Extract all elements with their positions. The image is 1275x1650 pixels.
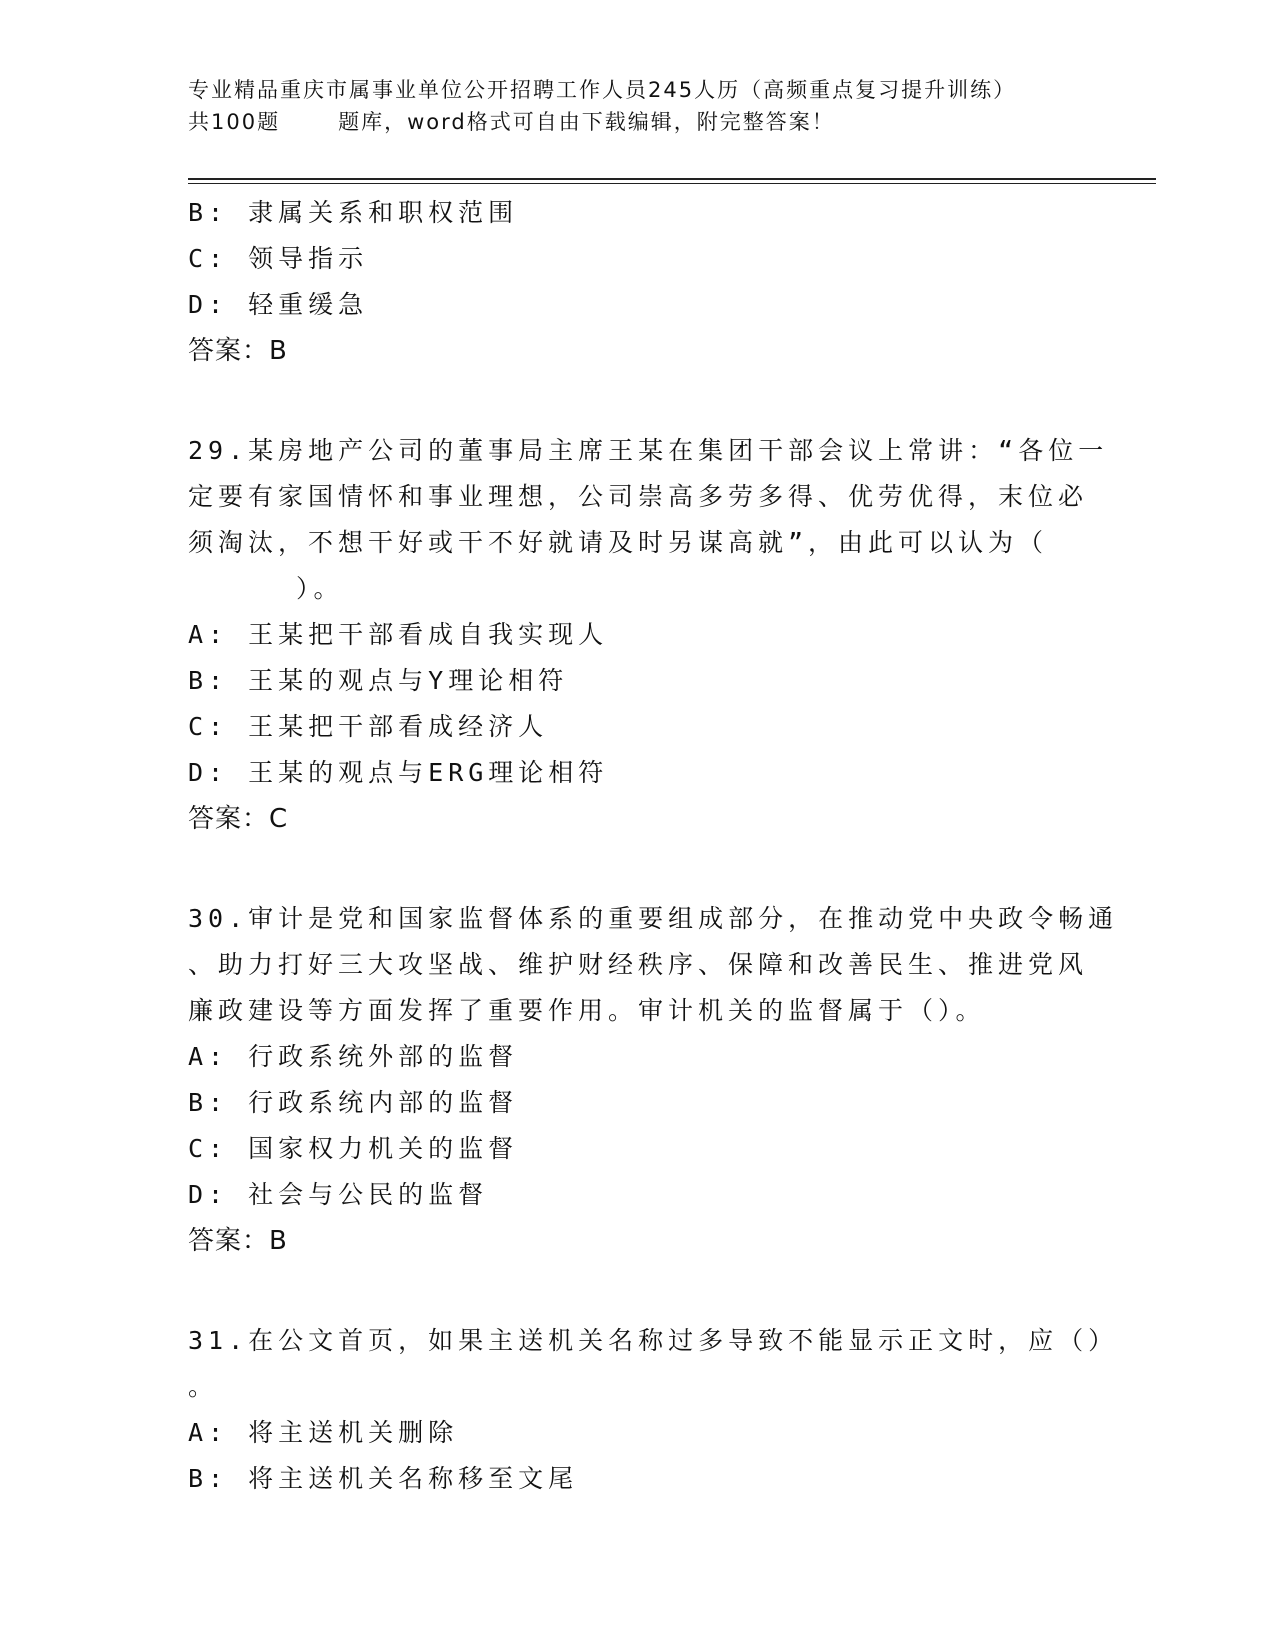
question-list <box>188 190 1119 1502</box>
option-d: D: 轻重缓急 <box>188 290 369 319</box>
header-title: 专业精品重庆市属事业单位公开招聘工作人员245人历（高频重点复习提升训练） <box>188 78 1017 102</box>
question-stem: 30.审计是党和国家监督体系的重要组成部分，在推动党中央政令畅通 <box>188 904 1119 933</box>
option-d: D: 社会与公民的监督 <box>188 1180 489 1209</box>
question-count: 共100题 <box>188 110 281 134</box>
option-b: B: 将主送机关名称移至文尾 <box>188 1464 579 1493</box>
question-stem: ）。 <box>296 574 344 603</box>
option-c: C: 国家权力机关的监督 <box>188 1134 519 1163</box>
header-rule-thin <box>188 183 1156 184</box>
answer: 答案：B <box>188 1226 288 1256</box>
option-b: B: 王某的观点与Y理论相符 <box>188 666 569 695</box>
question-30 <box>188 896 1119 1264</box>
option-a: A: 行政系统外部的监督 <box>188 1042 519 1071</box>
question-stem: 31.在公文首页，如果主送机关名称过多导致不能显示正文时，应（） <box>188 1326 1119 1355</box>
answer: 答案：C <box>188 804 289 834</box>
question-stem: 、助力打好三大攻坚战、维护财经秩序、保障和改善民生、推进党风 <box>188 950 1089 979</box>
document-header <box>188 74 1088 138</box>
question-31 <box>188 1318 1119 1502</box>
header-subtitle <box>188 106 1088 138</box>
question-stem: 。 <box>188 1372 219 1401</box>
option-d: D: 王某的观点与ERG理论相符 <box>188 758 609 787</box>
header-rule-thick <box>188 178 1156 180</box>
option-b: B: 隶属关系和职权范围 <box>188 198 519 227</box>
option-a: A: 王某把干部看成自我实现人 <box>188 620 609 649</box>
question-28 <box>188 190 1088 374</box>
question-stem: 29.某房地产公司的董事局主席王某在集团干部会议上常讲：“各位一 <box>188 436 1109 465</box>
question-stem: 定要有家国情怀和事业理想，公司崇高多劳多得、优劳优得，末位必 <box>188 482 1089 511</box>
answer: 答案：B <box>188 336 288 366</box>
question-29 <box>188 428 1109 842</box>
question-stem: 须淘汰，不想干好或干不好就请及时另谋高就”，由此可以认为（ <box>188 528 1049 557</box>
option-c: C: 领导指示 <box>188 244 369 273</box>
option-c: C: 王某把干部看成经济人 <box>188 712 549 741</box>
question-stem: 廉政建设等方面发挥了重要作用。审计机关的监督属于（）。 <box>188 996 986 1025</box>
option-a: A: 将主送机关删除 <box>188 1418 459 1447</box>
option-b: B: 行政系统内部的监督 <box>188 1088 519 1117</box>
header-note: 题库，word格式可自由下载编辑，附完整答案！ <box>338 110 835 134</box>
